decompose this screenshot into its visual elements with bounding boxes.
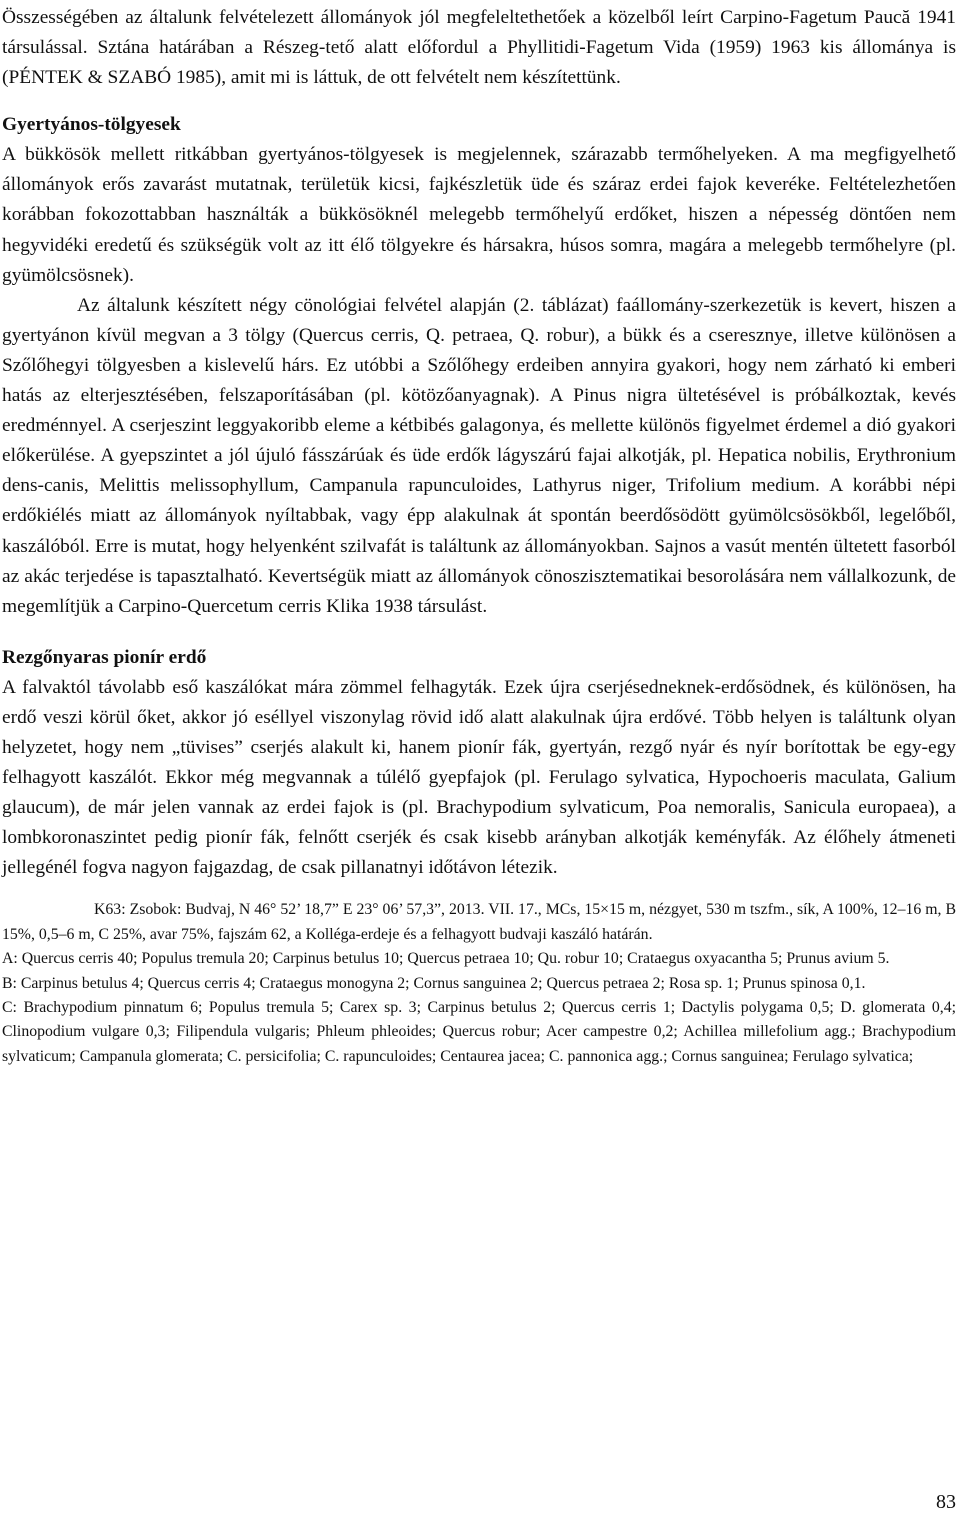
releve-record <box>2 898 956 1069</box>
heading-gyertyanos-tolgyesek: Gyertyános-tölgyesek <box>2 114 181 136</box>
paragraph-intro: Összességében az általunk felvételezett állományok jól megfeleltethetőek a közelből leírt Carpino-Fagetum Paucă 1941 társulással. Sztána határában a Részeg-tető alatt előfordul a Phyllitidi-Fagetum Vida (1959) 1963 kis állománya is (PÉNTEK & SZABÓ 1985), amit mi is láttuk, de ott felvételt nem készítettünk. <box>2 7 956 89</box>
paragraph-gyertyanos-2: Az általunk készített négy cönológiai felvétel alapján (2. táblázat) faállomány-szerkezetük is kevert, hiszen a gyertyánon kívül megvan a 3 tölgy (Quercus cerris, Q. petraea, Q. robur), a bükk és a cseresznye, illetve különösen a Szőlőhegyi tölgyesben a kislevelű hárs. Ez utóbbi a Szőlőhegy erdeiben annyira gyakori, hogy nem zárható ki emberi hatás az elterjesztésében, felszaporításában (pl. kötözőanyagnak). A Pinus nigra ültetésével is próbálkoztak, kevés eredménnyel. A cserjeszint leggyakoribb eleme a kétbibés galagonya, és mellette különös figyelmet érdemel a dió gyakori előkerülése. A gyepszintet a jól újuló fásszárúak és üde erdők lágyszárú fajai alkotják, pl. Hepatica nobilis, Erythronium dens-canis, Melittis melissophyllum, Campanula rapunculoides, Lathyrus niger, Trifolium medium. A korábbi népi erdőkiélés miatt az állományok nyíltabbak, vagy épp alakulnak át spontán beerdősödött gyümölcsösökből, legelőből, kaszálóból. Erre is mutat, hogy helyenként szilvafát is találtunk az állományokban. Sajnos a vasút mentén ültetett fasorból az akác terjedése is tapasztalható. Kevertségük miatt az állományok cönoszisztematikai besorolására nem vállalkozunk, de megemlítjük a Carpino-Quercetum cerris Klika 1938 társulást. <box>2 294 956 617</box>
releve-layer-c: C: Brachypodium pinnatum 6; Populus tremula 5; Carex sp. 3; Carpinus betulus 2; Quercus cerris 1; Dactylis polygama 0,5; D. glomerata 0,4; Clinopodium vulgare 0,3; Filipendula vulgaris; Phleum phleoides; Quercus robur; Acer campestre 0,2; Achillea millefolium agg.; Brachypodium sylvaticum; Campanula glomerata; C. persicifolia; C. rapunculoides; Centaurea jacea; C. pannonica agg.; Cornus sanguinea; Ferulago sylvatica; <box>2 999 956 1065</box>
page-number: 83 <box>936 1491 956 1513</box>
releve-layer-a: A: Quercus cerris 40; Populus tremula 20; Carpinus betulus 10; Quercus petraea 10; Qu. robur 10; Crataegus oxyacantha 5; Prunus avium 5. <box>2 950 890 968</box>
heading-rezgonyaras-pionir-erdo: Rezgőnyaras pionír erdő <box>2 646 207 668</box>
paragraph-gyertyanos-1: A bükkösök mellett ritkábban gyertyános-tölgyesek is megjelennek, szárazabb termőhelyeken. A ma megfigyelhető állományok erős zavarást mutatnak, területük kicsi, fajkészletük üde és száraz erdei fajok keveréke. Feltételezhetően korábban fokozottabban használták a bükkösöknél melegebb termőhelyű erdőket, hiszen a népesség döntően nem hegyvidéki eredetű és szükségük volt az itt élő tölgyekre és hársakra, húsos somra, magára a melegebb termőhelyre (pl. gyümölcsösnek). <box>2 144 956 286</box>
releve-header: K63: Zsobok: Budvaj, N 46° 52’ 18,7” E 23° 06’ 57,3”, 2013. VII. 17., MCs, 15×15 m, nézgyet, 530 m tszfm., sík, A 100%, 12–16 m, B 15%, 0,5–6 m, C 25%, avar 75%, fajszám 62, a Kolléga-erdeje és a felhagyott budvaji kaszáló határán. <box>2 901 956 943</box>
paragraph-rezgonyaras: A falvaktól távolabb eső kaszálókat mára zömmel felhagyták. Ezek újra cserjésedneknek-erdősödnek, és különösen, ha erdő veszi körül őket, akkor jó eséllyel viszonylag rövid idő alatt alakulnak újra erdővé. Több helyen is találtunk olyan helyzetet, hogy nem „tüvises” cserjés alakult ki, hanem pionír fák, gyertyán, rezgő nyár és nyír borítottak be egy-egy felhagyott kaszálót. Ekkor még megvannak a túlélő gyepfajok (pl. Ferulago sylvatica, Hypochoeris maculata, Galium glaucum), de már jelen vannak az erdei fajok is (pl. Brachypodium sylvaticum, Poa nemoralis, Sanicula europaea), a lombkoronaszintet pedig pionír fák, felnőtt cserjék és csak kisebb arányban alkotják keményfák. Az élőhely átmeneti jellegénél fogva nagyon fajgazdag, de csak pillanatnyi időtávon létezik. <box>2 676 956 879</box>
releve-layer-b: B: Carpinus betulus 4; Quercus cerris 4; Crataegus monogyna 2; Cornus sanguinea 2; Quercus petraea 2; Rosa sp. 1; Prunus spinosa 0,1. <box>2 974 866 992</box>
